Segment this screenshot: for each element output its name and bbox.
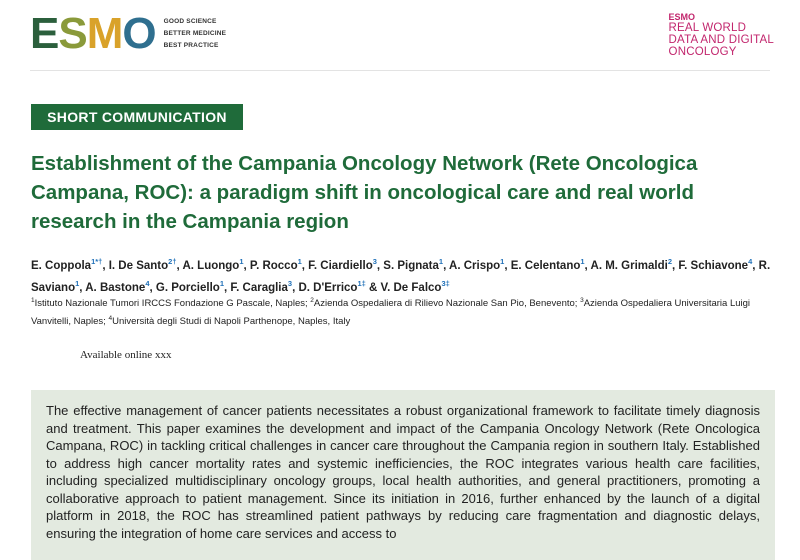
affiliation-number: 1 bbox=[31, 297, 35, 304]
author-name: I. De Santo bbox=[108, 259, 169, 272]
author-list: E. Coppola$^{1*\dagger}$, I. De Santo$^{2\dagger}$, A. Luongo$^1$, P. Rocco$^1$, F. Ciardiello$^3$, S. Pignata$^1$, A. Crispo$^1$, E. Celentano$^1$, A. M. Grimaldi$^2$, F. Schiavone$^4$, R. Saviano$^1$, A. Bastone$^4$, G. Porciello$^1$, F. Caraglia$^3$, D. D'Errico$^{1\ddagger}$ & V. De Falco$^{3\ddagger}$ bbox=[31, 257, 771, 295]
journal-logo-line: DATA AND DIGITAL bbox=[668, 34, 774, 46]
author-affiliation-mark: 3 bbox=[372, 257, 377, 266]
author-affiliation-mark: 1 bbox=[580, 257, 585, 266]
author-name: R. Saviano bbox=[31, 259, 771, 295]
author-name: V. De Falco bbox=[380, 282, 442, 295]
abstract-text: The effective management of cancer patients necessitates a robust organizational framework to facilitate timely diagnosis and treatment. This paper examines the development and impact of the Campania Oncology Network (Rete Oncologica Campana, ROC) in tackling critical challenges in cancer care throughout the Campania region in southern Italy. Established to address high cancer mortality rates and systemic inefficiencies, the ROC integrates various health care facilities, including specialized multidisciplinary oncology groups, local health authorities, and general practitioners, promoting a collaborative approach to patient management. Since its initiation in 2016, further enhanced by the launch of a digital platform in 2018, the ROC has streamlined patient pathways by reducing care fragmentation and diagnostic delays, ensuring the integration of home care services and access to bbox=[46, 403, 760, 541]
author-affiliation-mark: 1 bbox=[297, 257, 302, 266]
header-divider bbox=[30, 70, 770, 71]
author-affiliation-mark: 2† bbox=[168, 257, 177, 266]
author-name: D. D'Errico bbox=[298, 282, 358, 295]
affiliation-number: 2 bbox=[310, 297, 314, 304]
tagline-line: BEST PRACTICE bbox=[163, 42, 219, 49]
affiliation-list bbox=[31, 294, 776, 329]
author-name: S. Pignata bbox=[383, 259, 439, 272]
esmo-logo-mark: ESMO bbox=[30, 9, 156, 58]
affiliation-text: Istituto Nazionale Tumori IRCCS Fondazione G Pascale, Naples; bbox=[34, 298, 311, 310]
journal-logo-line: ONCOLOGY bbox=[668, 46, 737, 58]
affiliation-text: Università degli Studi di Napoli Parthenope, Naples, Italy bbox=[112, 315, 351, 327]
affiliation-number: 4 bbox=[108, 314, 113, 322]
author-affiliation-mark: 1 bbox=[75, 279, 80, 289]
author-name: A. M. Grimaldi bbox=[590, 259, 668, 272]
author-name: E. Coppola bbox=[31, 259, 92, 272]
affiliation-text: Azienda Ospedaliera di Rilievo Nazionale San Pio, Benevento; bbox=[313, 298, 581, 310]
author-name: A. Luongo bbox=[182, 259, 240, 272]
author-affiliation-mark: 1*† bbox=[91, 257, 103, 266]
author-name: F. Schiavone bbox=[678, 259, 749, 272]
article-type-badge: SHORT COMMUNICATION bbox=[31, 104, 243, 130]
author-affiliation-mark: 1 bbox=[239, 257, 244, 266]
author-name: E. Celentano bbox=[510, 259, 581, 272]
author-affiliation-mark: 1‡ bbox=[357, 279, 366, 289]
author-name: F. Caraglia bbox=[230, 282, 288, 295]
author-affiliation-mark: 1 bbox=[500, 257, 505, 266]
affiliation-text: Azienda Ospedaliera Universitaria Luigi Vanvitelli, Naples; bbox=[31, 298, 751, 327]
available-online: Available online xxx bbox=[80, 349, 172, 361]
author-affiliation-mark: 3 bbox=[287, 279, 293, 289]
tagline-line: BETTER MEDICINE bbox=[163, 30, 227, 37]
tagline-line: GOOD SCIENCE bbox=[163, 18, 217, 25]
journal-logo-line: ESMO bbox=[668, 12, 696, 22]
esmo-logo bbox=[30, 9, 227, 58]
author-name: G. Porciello bbox=[155, 282, 220, 295]
author-affiliation-mark: 2 bbox=[667, 257, 673, 266]
author-affiliation-mark: 4 bbox=[145, 279, 150, 289]
journal-logo bbox=[669, 12, 774, 58]
journal-logo-line: REAL WORLD bbox=[668, 22, 747, 34]
author-affiliation-mark: 1 bbox=[219, 279, 224, 289]
author-affiliation-mark: 4 bbox=[748, 257, 753, 266]
author-affiliation-mark: 1 bbox=[438, 257, 444, 266]
author-name: F. Ciardiello bbox=[308, 259, 373, 272]
author-name: A. Bastone bbox=[85, 282, 146, 295]
author-affiliation-mark: 3‡ bbox=[441, 279, 450, 289]
author-name: A. Crispo bbox=[449, 259, 501, 272]
esmo-tagline bbox=[164, 16, 227, 52]
affiliation-number: 3 bbox=[580, 297, 584, 304]
author-name: P. Rocco bbox=[249, 259, 298, 272]
abstract-box bbox=[31, 390, 775, 560]
article-title: Establishment of the Campania Oncology Network (Rete Oncologica Campana, ROC): a paradigm shift in oncological care and real world research in the Campania region bbox=[31, 152, 698, 233]
